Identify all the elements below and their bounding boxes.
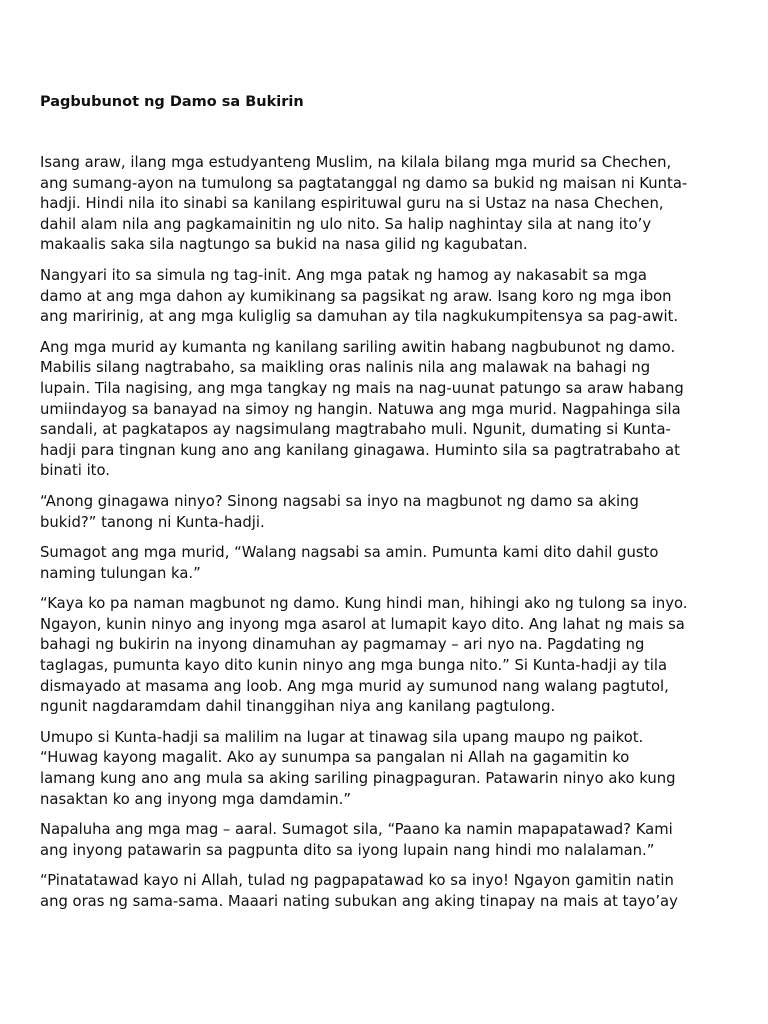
paragraph xyxy=(40,492,740,533)
paragraph-line: Umupo si Kunta-hadji sa malilim na lugar at tinawag sila upang maupo ng paikot. xyxy=(40,728,644,746)
paragraph-line: damo at ang mga dahon ay kumikinang sa pagsikat ng araw. Isang koro ng mga ibon xyxy=(40,287,672,305)
paragraph-line: ngunit nagdaramdam dahil tinanggihan niya ang kanilang pagtulong. xyxy=(40,698,556,716)
paragraph-line: sandali, at pagkatapos ay nagsimulang magtrabaho muli. Ngunit, dumating si Kunta- xyxy=(40,421,671,439)
paragraph-line: hadji. Hindi nila ito sinabi sa kanilang espirituwal guru na si Ustaz na nasa Chechen, xyxy=(40,195,664,213)
paragraph-line: nasaktan ko ang inyong mga damdamin.” xyxy=(40,790,352,808)
paragraph-line: “Pinatatawad kayo ni Allah, tulad ng pagpapatawad ko sa inyo! Ngayon gamitin natin xyxy=(40,872,674,890)
paragraph xyxy=(40,266,740,328)
paragraph-line: Ang mga murid ay kumanta ng kanilang sariling awitin habang nagbubunot ng damo. xyxy=(40,338,676,356)
paragraph xyxy=(40,728,740,810)
paragraph-line: hadji para tingnan kung ano ang kanilang ginagawa. Huminto sila sa pagtratrabaho at xyxy=(40,441,680,459)
paragraph-line: Mabilis silang nagtrabaho, sa maikling oras nalinis nila ang malawak na bahagi ng xyxy=(40,359,651,377)
paragraph-line: bukid?” tanong ni Kunta-hadji. xyxy=(40,513,265,531)
paragraph-line: ang maririnig, at ang mga kuliglig sa damuhan ay tila nagkukumpitensya sa pag-awit. xyxy=(40,308,679,326)
paragraph xyxy=(40,871,740,912)
paragraph xyxy=(40,543,740,584)
paragraph-line: dahil alam nila ang pagkamainitin ng ulo nito. Sa halip naghintay sila at nang ito’y xyxy=(40,215,652,233)
paragraph-line: “Kaya ko pa naman magbunot ng damo. Kung hindi man, hihingi ako ng tulong sa inyo. xyxy=(40,595,688,613)
paragraph-line: taglagas, pumunta kayo dito kunin ninyo ang mga bunga nito.” Si Kunta-hadji ay tila xyxy=(40,657,668,675)
paragraph-line: “Anong ginagawa ninyo? Sinong nagsabi sa inyo na magbunot ng damo sa aking xyxy=(40,492,639,510)
paragraph-line: “Huwag kayong magalit. Ako ay sunumpa sa pangalan ni Allah na gagamitin ko xyxy=(40,749,630,767)
paragraph xyxy=(40,338,740,482)
paragraph-line: bahagi ng bukirin na inyong dinamuhan ay pagmamay – ari nyo na. Pagdating ng xyxy=(40,636,645,654)
paragraph-line: Sumagot ang mga murid, “Walang nagsabi sa amin. Pumunta kami dito dahil gusto xyxy=(40,544,659,562)
document-title: Pagbubunot ng Damo sa Bukirin xyxy=(40,94,304,110)
paragraph-line: Nangyari ito sa simula ng tag-init. Ang mga patak ng hamog ay nakasabit sa mga xyxy=(40,266,647,284)
paragraph-line: umiindayog sa banayad na simoy ng hangin. Natuwa ang mga murid. Nagpahinga sila xyxy=(40,400,681,418)
document-body xyxy=(40,153,740,923)
paragraph-line: ang sumang-ayon na tumulong sa pagtatanggal ng damo sa bukid ng maisan ni Kunta- xyxy=(40,174,688,192)
paragraph-line: ang oras ng sama-sama. Maaari nating subukan ang aking tinapay na mais at tayo’ay xyxy=(40,893,678,910)
paragraph-line: Napaluha ang mga mag – aaral. Sumagot sila, “Paano ka namin mapapatawad? Kami xyxy=(40,821,673,839)
paragraph-line: Isang araw, ilang mga estudyanteng Muslim, na kilala bilang mga murid sa Chechen, xyxy=(40,154,672,171)
paragraph-line: binati ito. xyxy=(40,462,110,480)
paragraph-line: naming tulungan ka.” xyxy=(40,564,201,582)
paragraph xyxy=(40,153,740,256)
paragraph-line: Ngayon, kunin ninyo ang inyong mga asarol at lumapit kayo dito. Ang lahat ng mais sa xyxy=(40,615,685,633)
paragraph-line: lupain. Tila nagising, ang mga tangkay ng mais na nag-uunat patungo sa araw habang xyxy=(40,379,684,397)
paragraph xyxy=(40,594,740,718)
paragraph-line: lamang kung ano ang mula sa aking sariling pinagpaguran. Patawarin ninyo ako kung xyxy=(40,770,676,788)
paragraph xyxy=(40,820,740,861)
paragraph-line: dismayado at masama ang loob. Ang mga murid ay sumunod nang walang pagtutol, xyxy=(40,677,669,695)
paragraph-line: makaalis saka sila nagtungo sa bukid na nasa gilid ng kagubatan. xyxy=(40,236,528,254)
paragraph-line: ang inyong patawarin sa pagpunta dito sa iyong lupain nang hindi mo nalalaman.” xyxy=(40,841,655,859)
